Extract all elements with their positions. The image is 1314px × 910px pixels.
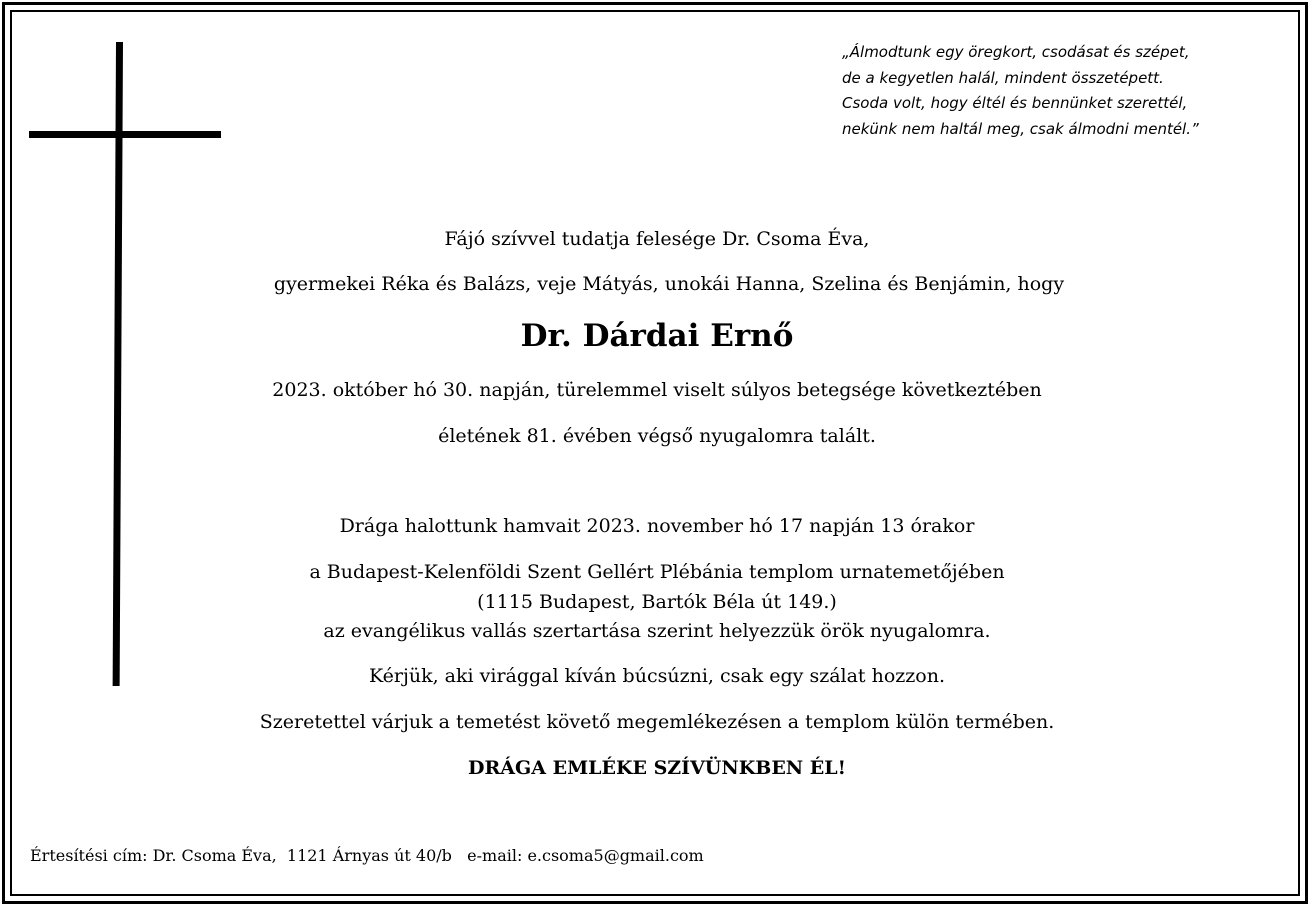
quote-line: de a kegyetlen halál, mindent összetépett. — [842, 68, 1164, 87]
flowers-request: Kérjük, aki virággal kíván búcsúzni, csak egy szálat hozzon. — [368, 665, 946, 687]
memorial-quote — [842, 40, 1262, 142]
memorial-invitation: Szeretettel várjuk a temetést követő megemlékezésen a templom külön termében. — [259, 711, 1055, 733]
funeral-address: (1115 Budapest, Bartók Béla út 149.) — [477, 591, 837, 613]
funeral-line-4: az evangélikus vallás szertartása szerint helyezzük örök nyugalomra. — [323, 620, 991, 642]
deceased-name: Dr. Dárdai Ernő — [520, 318, 794, 354]
quote-line: Csoda volt, hogy éltél és bennünket szerettél, — [842, 94, 1188, 112]
closing-line: DRÁGA EMLÉKE SZÍVÜNKBEN ÉL! — [468, 757, 846, 779]
intro-line-1: Fájó szívvel tudatja felesége Dr. Csoma Éva, — [444, 228, 870, 250]
intro-line-2: gyermekei Réka és Balázs, veje Mátyás, unokái Hanna, Szelina és Benjámin, hogy — [273, 273, 1065, 295]
funeral-line-1: Drága halottunk hamvait 2023. november hó 17 napján 13 órakor — [339, 515, 975, 537]
contact-info: Értesítési cím: Dr. Csoma Éva, 1121 Árnyas út 40/b e-mail: e.csoma5@gmail.com — [30, 846, 704, 865]
cross-horizontal-bar — [29, 131, 221, 138]
funeral-line-2: a Budapest-Kelenföldi Szent Gellért Plébánia templom urnatemetőjében — [309, 561, 1005, 583]
quote-line: „Álmodtunk egy öregkort, csodásat és szépet, — [842, 43, 1190, 61]
death-line-1: 2023. október hó 30. napján, türelemmel viselt súlyos betegsége következtében — [272, 379, 1042, 401]
quote-line: nekünk nem haltál meg, csak álmodni mentél.” — [842, 119, 1199, 138]
death-line-2: életének 81. évében végső nyugalomra talált. — [438, 425, 876, 447]
